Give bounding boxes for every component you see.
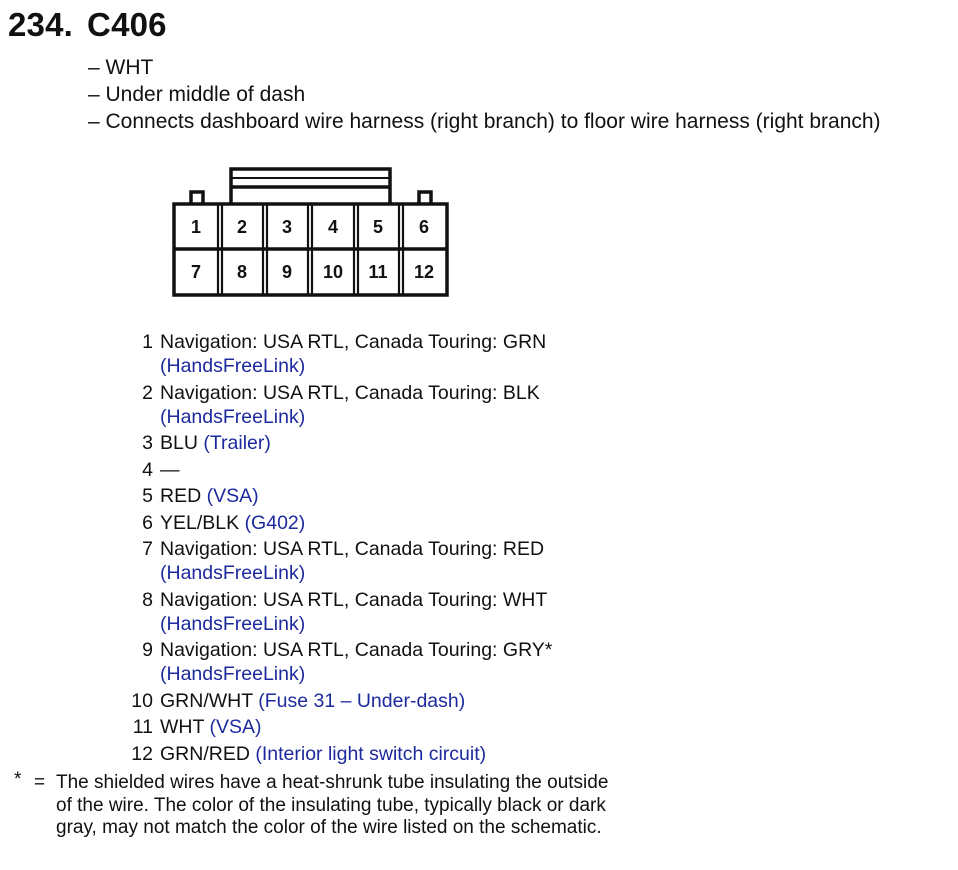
pin-wire: GRN/WHT <box>160 689 253 712</box>
left-tab <box>191 192 203 204</box>
pin-number: 9 <box>142 639 153 661</box>
pin-wire: Navigation: USA RTL, Canada Touring: GRY* <box>160 639 553 661</box>
detail-location: – Under middle of dash <box>88 83 306 106</box>
right-tab <box>419 192 431 204</box>
pin-row <box>126 689 552 713</box>
pin-wire: BLU <box>160 432 198 454</box>
footnote-symbol: * <box>14 769 22 790</box>
pin-row <box>126 431 552 455</box>
pin-number: 12 <box>131 742 153 765</box>
pin-list <box>126 330 552 768</box>
footnote-equals: = <box>34 772 46 793</box>
connector-diagram <box>168 163 454 303</box>
cavity-label: 4 <box>327 217 339 237</box>
pin-number: 4 <box>142 458 153 481</box>
pin-number: 11 <box>132 716 153 738</box>
pin-row <box>126 381 552 429</box>
section-number: 234. <box>8 6 74 43</box>
pin-circuit-link[interactable]: (HandsFreeLink) <box>160 562 306 584</box>
pin-row <box>126 458 552 482</box>
pin-circuit-link[interactable]: (HandsFreeLink) <box>160 405 306 428</box>
pin-number: 10 <box>131 689 153 712</box>
pin-number: 3 <box>142 432 153 454</box>
pin-row <box>126 638 552 686</box>
pin-number: 1 <box>142 331 153 353</box>
pin-circuit-link[interactable]: (HandsFreeLink) <box>160 663 306 685</box>
cavity-label: 9 <box>281 262 293 282</box>
pin-wire: WHT <box>160 716 205 738</box>
pin-wire: RED <box>160 485 202 507</box>
pin-circuit-link[interactable]: (VSA) <box>206 485 259 507</box>
pin-wire: — <box>160 458 180 481</box>
pin-circuit-link[interactable]: (Interior light switch circuit) <box>255 742 487 765</box>
connector-details <box>88 54 881 135</box>
pin-row <box>126 511 552 535</box>
pin-circuit-link[interactable]: (G402) <box>244 511 306 534</box>
pin-number: 7 <box>142 538 153 560</box>
pin-wire: GRN/RED <box>160 742 250 765</box>
connector-id: C406 <box>87 6 167 43</box>
cavity-label: 2 <box>236 217 248 237</box>
pin-row <box>126 588 552 636</box>
page-title <box>8 6 167 44</box>
pin-number: 2 <box>142 381 153 404</box>
pin-row <box>126 330 552 378</box>
pin-circuit-link[interactable]: (HandsFreeLink) <box>160 612 306 635</box>
pin-circuit-link[interactable]: (Trailer) <box>203 432 271 454</box>
cavity-label: 5 <box>372 217 384 237</box>
cavity-label: 8 <box>236 262 248 282</box>
pin-number: 5 <box>142 485 153 507</box>
cavity-label: 11 <box>368 262 388 282</box>
pin-circuit-link[interactable]: (VSA) <box>209 716 262 738</box>
cavity-label: 6 <box>418 217 430 237</box>
pin-wire: Navigation: USA RTL, Canada Touring: RED <box>160 538 545 560</box>
pin-wire: YEL/BLK <box>160 511 240 534</box>
pin-row <box>126 484 552 508</box>
detail-color: – WHT <box>88 56 154 79</box>
cavity-label: 1 <box>190 217 202 237</box>
cavity-label: 12 <box>413 262 435 282</box>
pin-wire: Navigation: USA RTL, Canada Touring: WHT <box>160 588 548 611</box>
cavity-label: 10 <box>322 262 344 282</box>
cavity-label: 7 <box>190 262 202 282</box>
pin-circuit-link[interactable]: (HandsFreeLink) <box>160 355 306 377</box>
pin-number: 6 <box>142 511 153 534</box>
pin-row <box>126 742 552 766</box>
footnote <box>14 769 616 840</box>
pin-number: 8 <box>142 588 153 611</box>
footnote-text: The shielded wires have a heat-shrunk tube insulating the outside of the wire. The color of the insulating tube, typically black or dark gray, may not match the color of the wire listed on the schematic. <box>56 772 609 838</box>
pin-row <box>126 537 552 585</box>
pin-wire: Navigation: USA RTL, Canada Touring: BLK <box>160 381 540 404</box>
pin-wire: Navigation: USA RTL, Canada Touring: GRN <box>160 331 547 353</box>
pin-circuit-link[interactable]: (Fuse 31 – Under-dash) <box>258 689 466 712</box>
cavity-label: 3 <box>281 217 293 237</box>
pin-row <box>126 715 552 739</box>
detail-connection: – Connects dashboard wire harness (right branch) to floor wire harness (right branch) <box>88 110 881 133</box>
